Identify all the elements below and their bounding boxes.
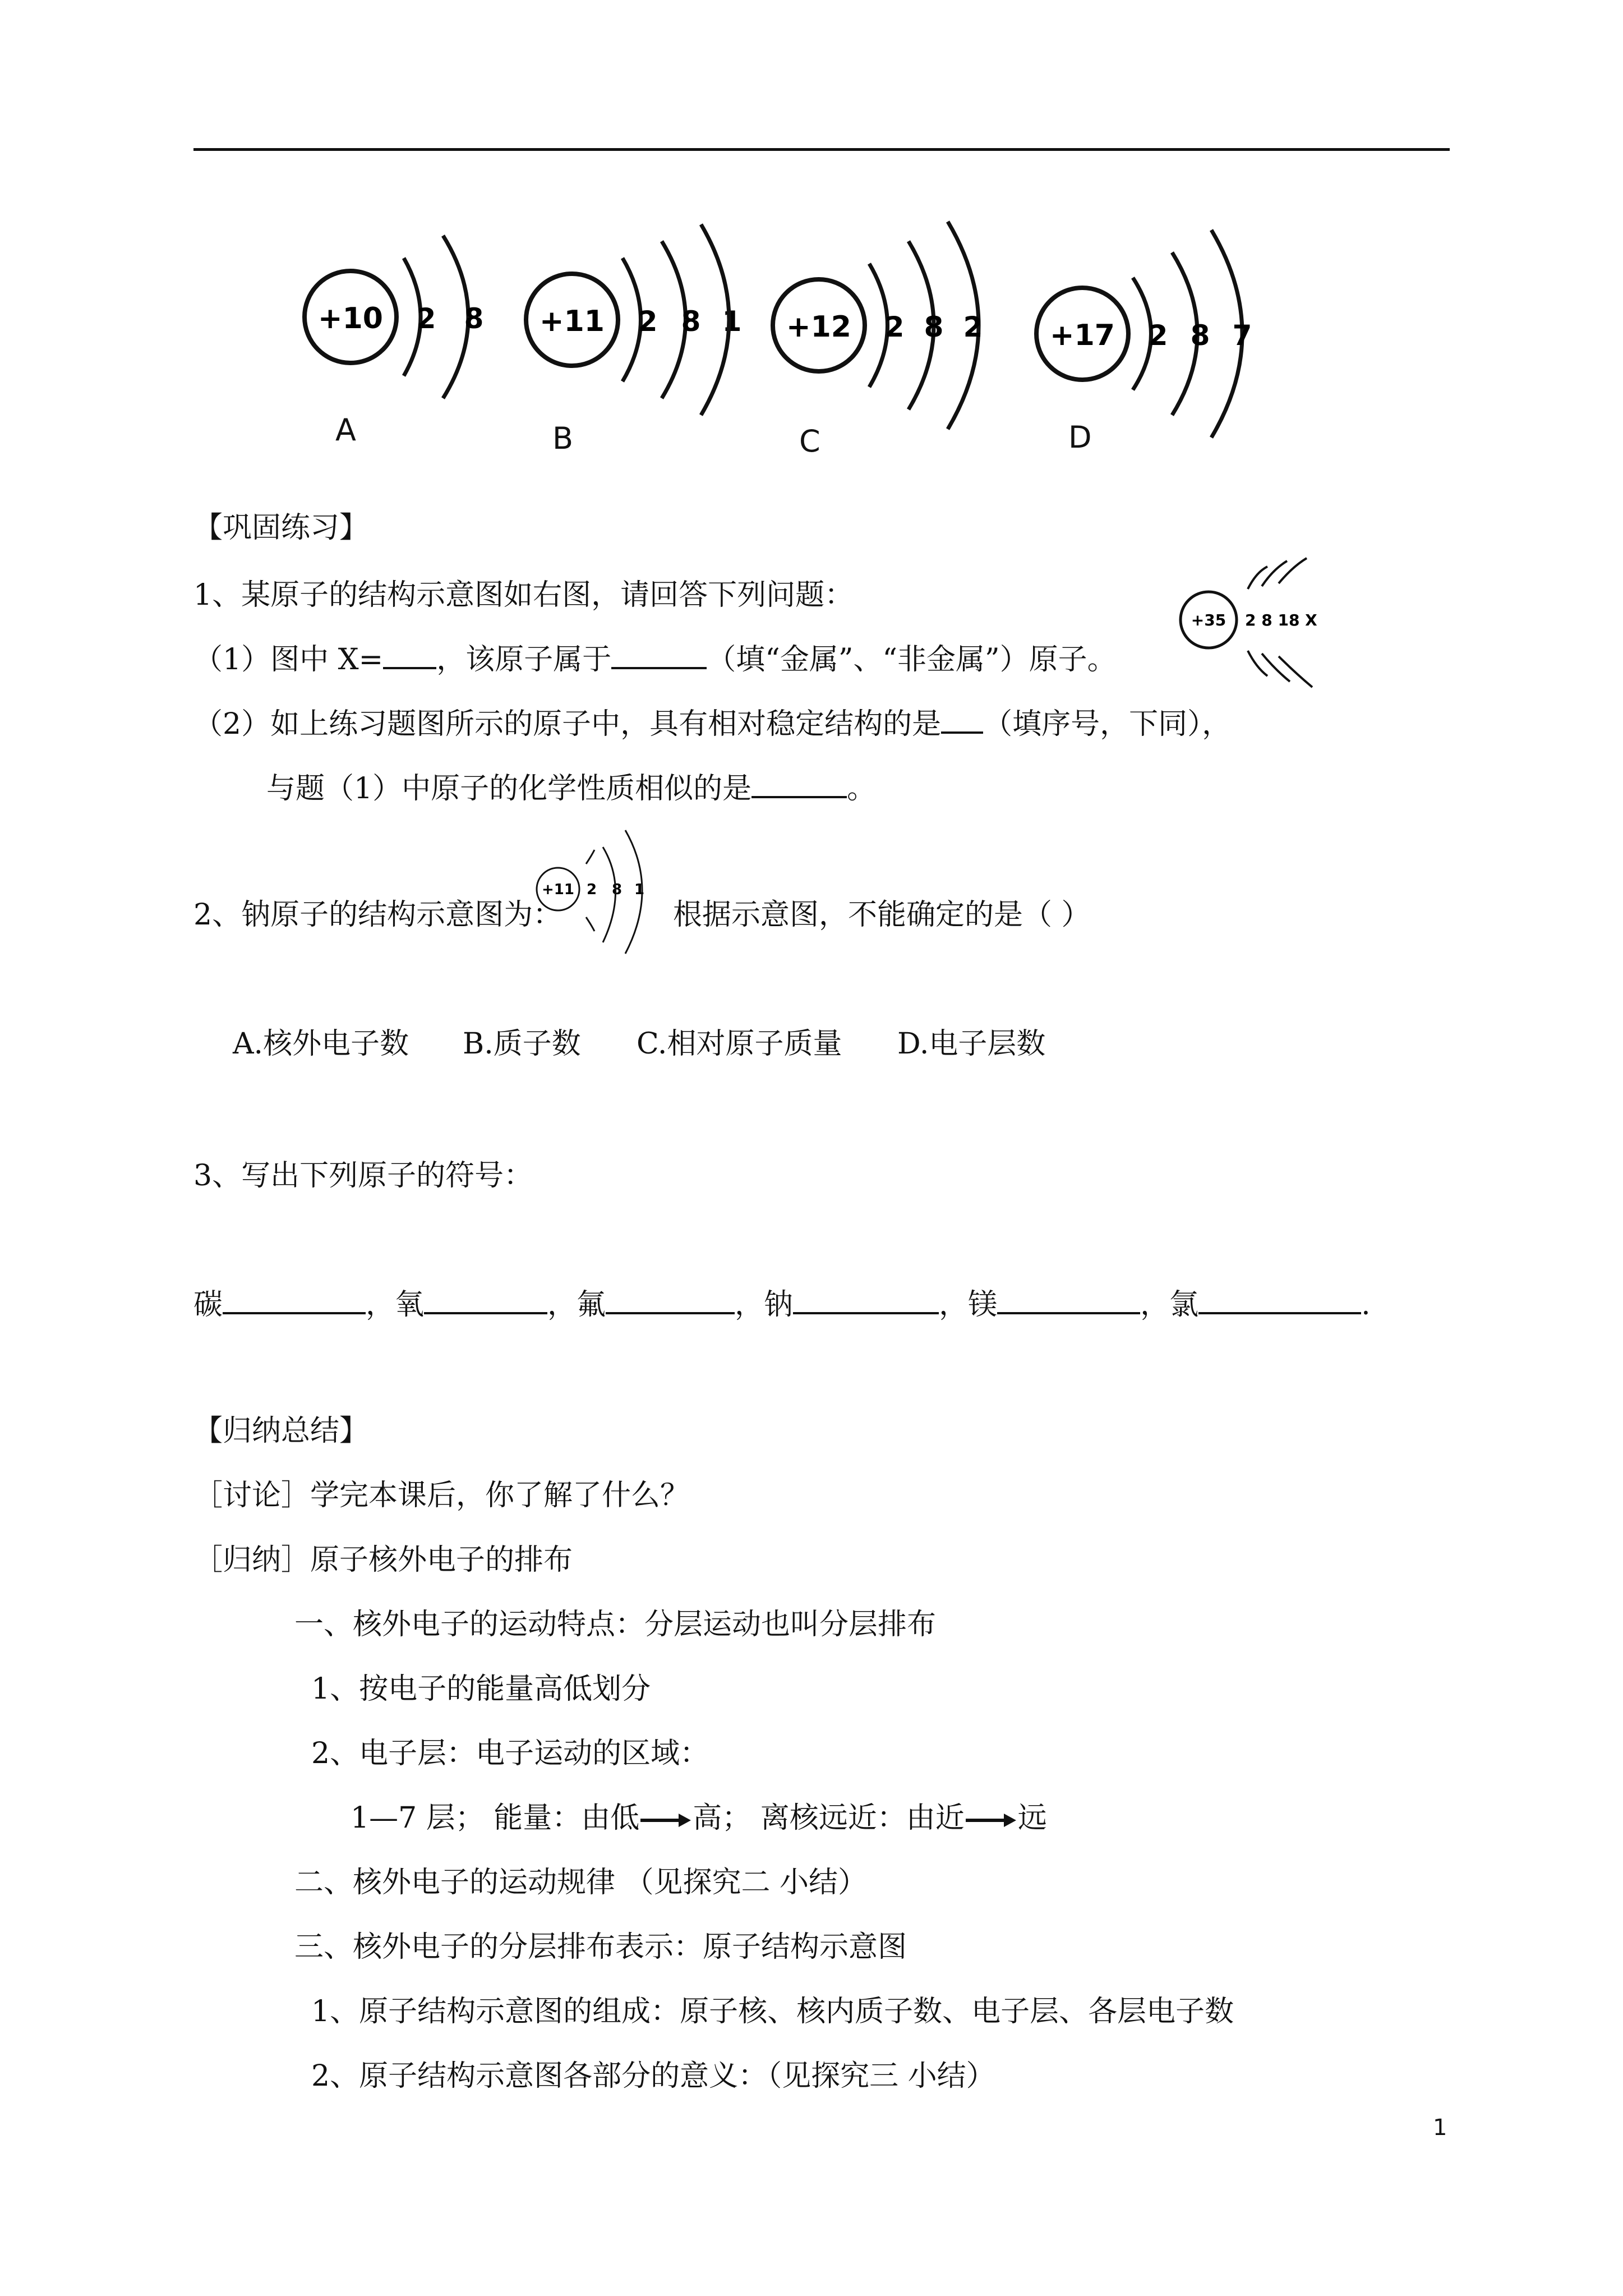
svg-text:8: 8	[681, 305, 701, 338]
svg-text:+17: +17	[1050, 319, 1115, 352]
summary-point-2: 二、核外电子的运动规律 （见探究二 小结）	[294, 1866, 868, 1899]
q1-part1: （1）图中 X= ，该原子属于 （填“金属”、“非金属”）原子。	[193, 643, 1117, 677]
svg-text:2: 2	[416, 302, 436, 335]
svg-text:1: 1	[634, 881, 645, 898]
q2-text-a: 2、钠原子的结构示意图为：	[193, 898, 562, 932]
diagram-label-c: C	[799, 424, 820, 459]
diagram-label-a: A	[335, 412, 356, 448]
atom-diagram-a	[305, 236, 483, 398]
summary-point-3-1: 1、原子结构示意图的组成：原子核、核内质子数、电子层、各层电子数	[311, 1995, 1234, 2028]
sodium-atom-diagram	[533, 825, 662, 965]
svg-text:2 8 18 X: 2 8 18 X	[1245, 611, 1317, 629]
q1-part2: （2）如上练习题图所示的原子中，具有相对稳定结构的是 （填序号，下同），	[193, 707, 1232, 741]
svg-text:8: 8	[464, 302, 484, 335]
q1-part3: 与题（1）中原子的化学性质相似的是 。	[266, 772, 877, 806]
practice-heading: 【巩固练习】	[193, 511, 369, 545]
svg-text:7: 7	[1232, 319, 1252, 352]
q1-type-blank[interactable]	[611, 642, 707, 669]
q1-similar-blank[interactable]	[751, 771, 847, 798]
summary-point-1-3: 1—7 层； 能量：由低 高； 离核远近：由近 远	[351, 1801, 1047, 1835]
symbol-blank-chlorine[interactable]	[1198, 1287, 1361, 1314]
diagram-label-b: B	[552, 421, 574, 456]
summary-heading: 【归纳总结】	[193, 1414, 369, 1448]
svg-text:8: 8	[924, 311, 944, 343]
svg-text:+11: +11	[540, 305, 605, 338]
atom-diagram-c	[773, 222, 983, 429]
summary-point-1: 一、核外电子的运动特点：分层运动也叫分层排布	[294, 1608, 937, 1641]
q2-option-b: B.质子数	[463, 1027, 581, 1061]
diagram-label-d: D	[1068, 420, 1092, 455]
svg-text:+12: +12	[786, 310, 851, 344]
atom-diagram-d	[1036, 230, 1252, 438]
summary-point-3-2: 2、原子结构示意图各部分的意义：（见探究三 小结）	[311, 2059, 995, 2093]
symbol-blank-magnesium[interactable]	[997, 1287, 1140, 1314]
svg-text:8: 8	[1190, 319, 1210, 352]
q1-stable-blank[interactable]	[941, 707, 983, 734]
q2-text-b: 根据示意图，不能确定的是（ ）	[673, 898, 1091, 932]
atom-diagram-b	[526, 224, 741, 415]
arrow-right-icon	[965, 1810, 1018, 1830]
symbol-blank-fluorine[interactable]	[606, 1287, 735, 1314]
summary-point-1-2: 2、电子层：电子运动的区域：	[311, 1737, 709, 1770]
q2-option-c: C.相对原子质量	[637, 1027, 842, 1061]
symbol-blank-sodium[interactable]	[793, 1287, 939, 1314]
svg-text:+11: +11	[542, 881, 574, 898]
svg-text:8: 8	[611, 881, 623, 898]
svg-text:+10: +10	[318, 302, 383, 335]
summary-point-1-1: 1、按电子的能量高低划分	[311, 1672, 651, 1706]
q3-blanks: 碳 ，氧 ，氟 ，钠 ，镁 ，氯 .	[193, 1288, 1371, 1322]
page-number: 1	[1433, 2115, 1447, 2141]
svg-text:2: 2	[884, 311, 905, 343]
symbol-blank-carbon[interactable]	[223, 1287, 366, 1314]
svg-text:+35: +35	[1191, 611, 1227, 629]
q1-x-blank[interactable]	[383, 642, 436, 669]
q3-intro: 3、写出下列原子的符号：	[193, 1159, 533, 1193]
svg-text:2: 2	[1148, 319, 1168, 352]
svg-text:2: 2	[638, 305, 658, 338]
q2-option-d: D.电子层数	[897, 1027, 1046, 1061]
arrow-right-icon	[639, 1810, 693, 1830]
summary-point-3: 三、核外电子的分层排布表示：原子结构示意图	[294, 1930, 907, 1964]
symbol-blank-oxygen[interactable]	[424, 1287, 547, 1314]
svg-text:2: 2	[586, 881, 597, 898]
svg-text:1: 1	[722, 305, 742, 338]
summary-conclude: ［归纳］原子核外电子的排布	[193, 1543, 573, 1577]
q2-option-a: A.核外电子数	[233, 1027, 409, 1061]
svg-text:2: 2	[963, 311, 983, 343]
q1-intro: 1、某原子的结构示意图如右图，请回答下列问题：	[193, 578, 854, 612]
q1-small-atom-diagram	[1172, 555, 1340, 701]
summary-discuss: ［讨论］学完本课后，你了解了什么？	[193, 1479, 690, 1512]
